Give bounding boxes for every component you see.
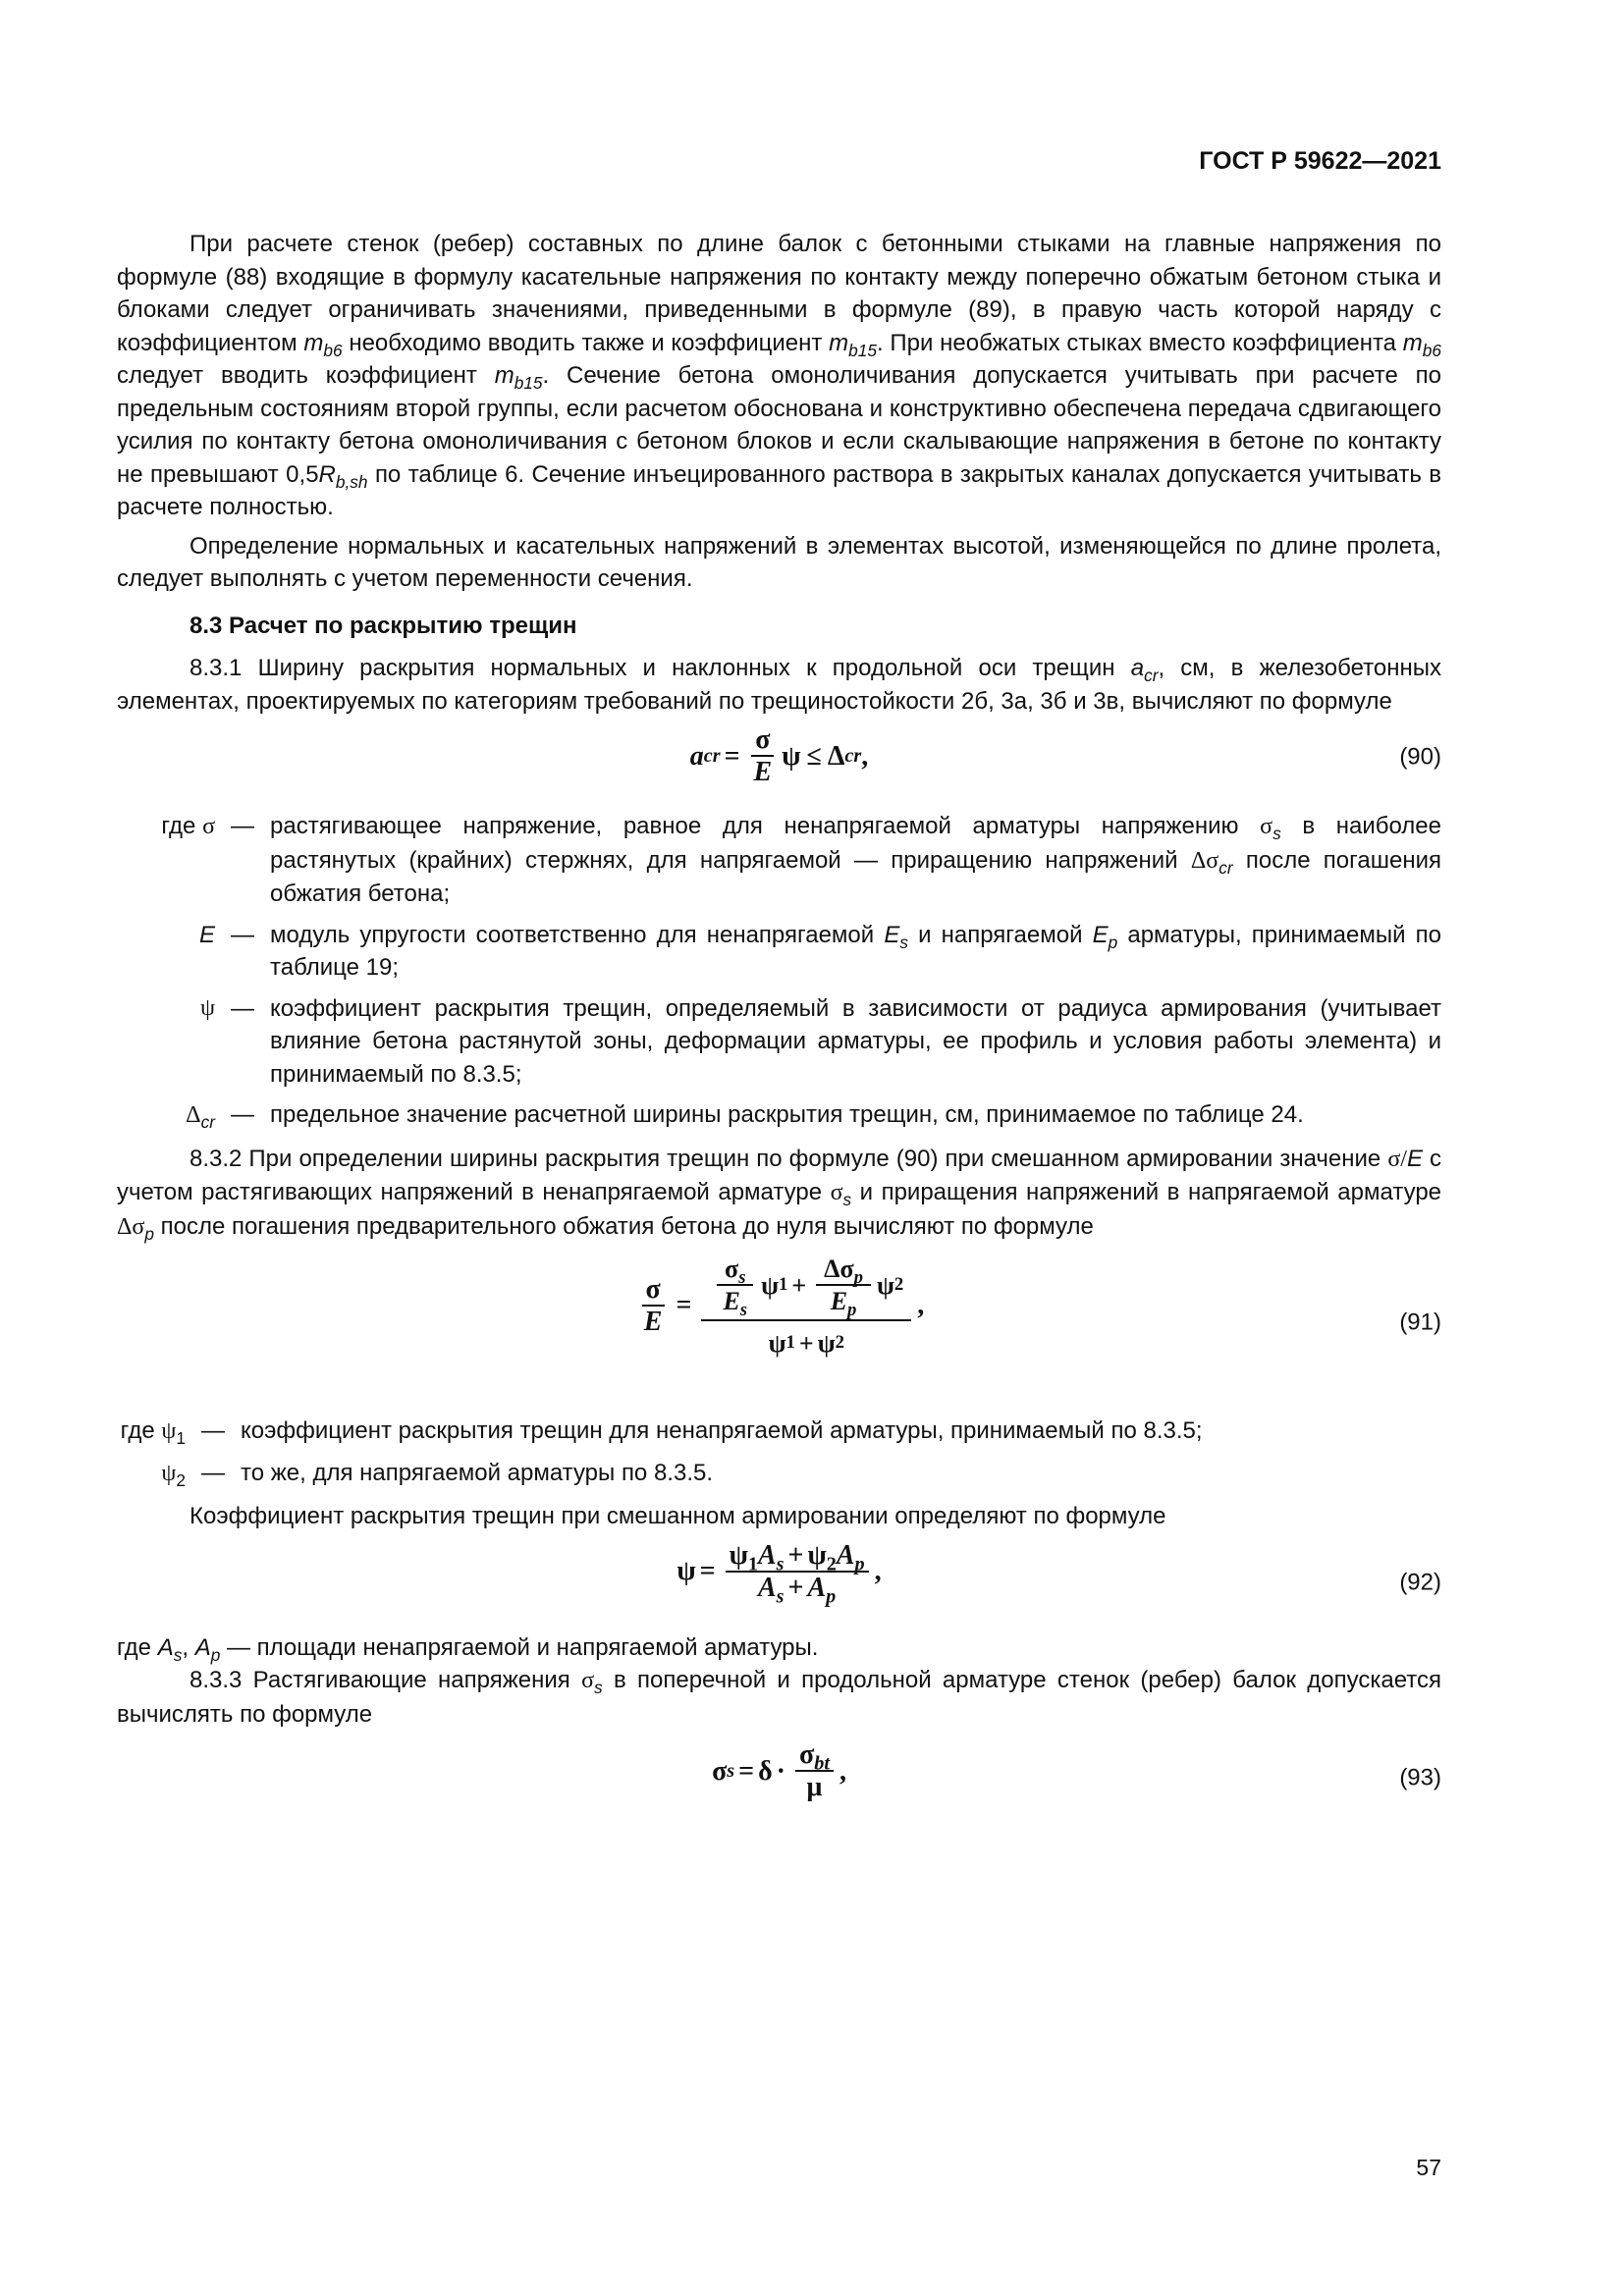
paragraph-mixed: Коэффициент раскрытия трещин при смешанном армировании определяют по формуле: [189, 1503, 1166, 1529]
formula-92: ψ = $\frac{\psi_1A_s + \psi_2A_p}{A_s + A_p}$ , (92): [677, 1539, 1441, 1608]
paragraph-variable-section: Определение нормальных и касательных напряжений в элементах высотой, изменяющейся по длине пролета, следует выполнять с учетом переменности сечения.: [117, 532, 1441, 592]
page-number: 57: [1416, 2155, 1441, 2180]
definitions-91: [87, 1415, 1441, 1490]
formula-number-91: (91): [1399, 1308, 1441, 1336]
definition-E: E — модуль упругости соответственно для ненапрягаемой $E_s$ и напрягаемой $E_p$ арматуры, принимаемый по таблице 19;: [198, 921, 1441, 981]
definitions-90: [117, 810, 1441, 1133]
definition-psi1: где $\psi_1$ — коэффициент раскрытия трещин для ненапрягаемой арматуры, принимаемый по 8.3.5;: [120, 1417, 1203, 1448]
formula-93: σ s = δ · $\frac{\sigma_{bt}}{\mu}$ , (93): [712, 1739, 1441, 1803]
document-body: [117, 228, 1441, 1825]
definition-delta-cr: $\Delta_{cr}$ — предельное значение расчетной ширины раскрытия трещин, см, принимаемое по таблице 24.: [186, 1101, 1304, 1132]
formula-91: $\frac{\sigma}{E}$ = $\frac{\sigma_s}{E_s}$ ψ 1 + $\frac{\Delta\sigma_p}{E_p}$ ψ 2 ψ 1 + ψ 2 , (91): [117, 1244, 1441, 1401]
definition-psi2: $\psi_2$ — то же, для напрягаемой арматуры по 8.3.5.: [161, 1459, 713, 1490]
definition-psi: ψ — коэффициент раскрытия трещин, определяемый в зависимости от радиуса армирования (учитывает влияние бетона растянутой зоны, деформации арматуры, ее профиль и условия работы элемента) и принимаемый по 8.3.5;: [199, 994, 1441, 1088]
paragraph-8-3-3: 8.3.3 Растягивающие напряжения $\sigma_s$ в поперечной и продольной арматуре стенок (ребер) балок допускается вычислять по формуле: [117, 1667, 1441, 1728]
formula-number-92: (92): [1399, 1568, 1441, 1595]
document-header: ГОСТ Р 59622—2021: [1199, 147, 1441, 175]
definition-sigma: где σ — растягивающее напряжение, равное для ненапрягаемой арматуры напряжению $\sigma_s$ в наиболее растянутых (крайних) стержнях, для напрягаемой — приращению напряжений $\Delta\sigma_{cr}$ после погашения обжатия бетона;: [161, 813, 1442, 907]
formula-number-90: (90): [1399, 743, 1441, 771]
paragraph-stenki: При расчете стенок (ребер) составных по длине балок с бетонными стыками на главные напряжения по формуле (88) входящие в формулу касательные напряжения по контакту между поперечно обжатым бетоном стыка и блоками следует ограничивать значениями, приведенными в формуле (89), в правую часть которой наряду с коэффициентом $m_{b6}$ необходимо вводить также и коэффициент $m_{b15}$. При необжатых стыках вместо коэффициента $m_{b6}$ следует вводить коэффициент $m_{b15}$. Сечение бетона омоноличивания допускается учитывать при расчете по предельным состояниям второй группы, если расчетом обоснована и конструктивно обеспечена передача сдвигающего усилия по контакту бетона омоноличивания с бетоном блоков и если скалывающие напряжения в бетоне по контакту не превышают $0,5R_{b,sh}$ по таблице 6. Сечение инъецированного раствора в закрытых каналах допускается учитывать в расчете полностью.: [117, 231, 1442, 520]
section-title: 8.3 Расчет по раскрытию трещин: [189, 612, 577, 639]
paragraph-8-3-2: 8.3.2 При определении ширины раскрытия трещин по формуле (90) при смешанном армировании значение σ/E с учетом растягивающих напряжений в ненапрягаемой арматуре $\sigma_s$ и приращения напряжений в напрягаемой арматуре $\Delta\sigma_p$ после погашения предварительного обжатия бетона до нуля вычисляют по формуле: [117, 1145, 1442, 1244]
paragraph-areas: где $A_s$, $A_p$ — площади ненапрягаемой и напрягаемой арматуры.: [117, 1633, 819, 1665]
formula-90: a cr = $\frac{\sigma}{E}$ ψ ≤ Δ cr , (90): [689, 724, 1441, 788]
paragraph-8-3-1: 8.3.1 Ширину раскрытия нормальных и наклонных к продольной оси трещин $a_{cr}$, см, в железобетонных элементах, проектируемых по категориям требований по трещиностойкости 2б, 3а, 3б и 3в, вычисляют по формуле: [117, 655, 1441, 715]
formula-number-93: (93): [1399, 1764, 1441, 1791]
